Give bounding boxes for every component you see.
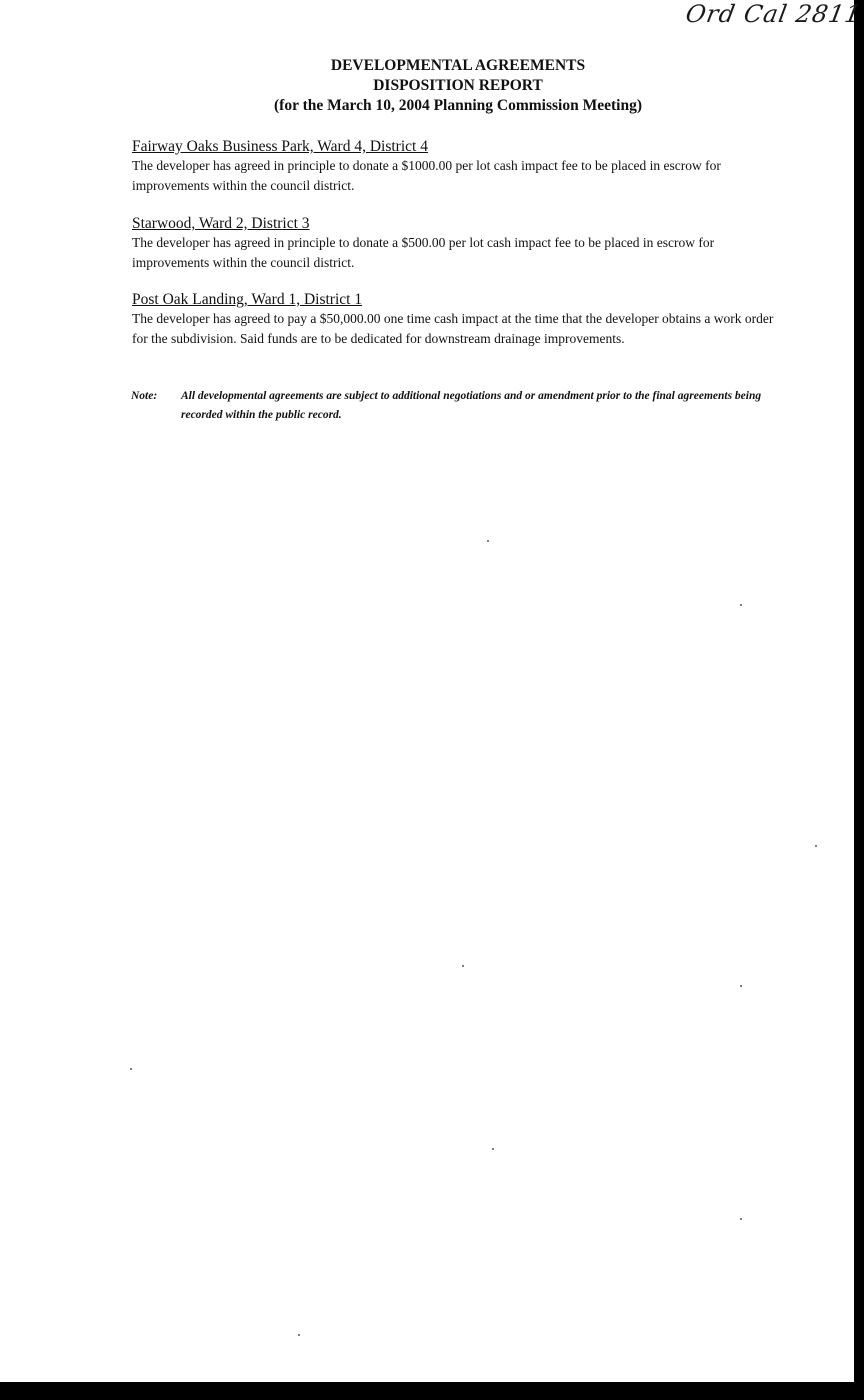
disclaimer-note xyxy=(131,387,791,425)
header-subtitle: DISPOSITION REPORT xyxy=(373,77,543,94)
section-title: Starwood, Ward 2, District 3 xyxy=(132,215,310,232)
section-starwood xyxy=(132,215,812,273)
section-title: Post Oak Landing, Ward 1, District 1 xyxy=(132,291,363,308)
handwritten-annotation: Ord Cal 2811 xyxy=(683,0,864,28)
section-body: The developer has agreed to pay a $50,000.00 one time cash impact at the time that the developer obtains a work order for the subdivision. Said funds are to be dedicated for downstream drainage improvements. xyxy=(132,311,774,346)
scan-speck xyxy=(740,1218,742,1220)
header-title: DEVELOPMENTAL AGREEMENTS xyxy=(330,57,586,74)
scan-speck xyxy=(487,540,489,542)
scan-speck xyxy=(740,604,742,606)
section-title: Fairway Oaks Business Park, Ward 4, District 4 xyxy=(132,138,428,155)
section-body: The developer has agreed in principle to donate a $1000.00 per lot cash impact fee to be placed in escrow for improvements within the council district. xyxy=(132,158,721,193)
header-meeting-date: (for the March 10, 2004 Planning Commission Meeting) xyxy=(274,97,642,114)
scan-speck xyxy=(492,1148,494,1150)
document-header xyxy=(0,56,864,116)
scan-speck xyxy=(462,965,464,967)
section-fairway-oaks xyxy=(132,138,812,196)
note-label: Note: xyxy=(131,390,158,402)
scan-speck xyxy=(298,1334,300,1336)
section-body: The developer has agreed in principle to donate a $500.00 per lot cash impact fee to be placed in escrow for improvements within the council district. xyxy=(132,235,715,270)
scan-border-bottom xyxy=(0,1382,864,1400)
scan-speck xyxy=(815,845,817,847)
note-text: All developmental agreements are subject to additional negotiations and or amendment prior to the final agreements being recorded within the public record. xyxy=(181,390,762,421)
scan-speck xyxy=(130,1068,132,1070)
scan-border-right xyxy=(854,0,864,1400)
section-post-oak-landing xyxy=(132,291,812,349)
scan-speck xyxy=(740,985,742,987)
